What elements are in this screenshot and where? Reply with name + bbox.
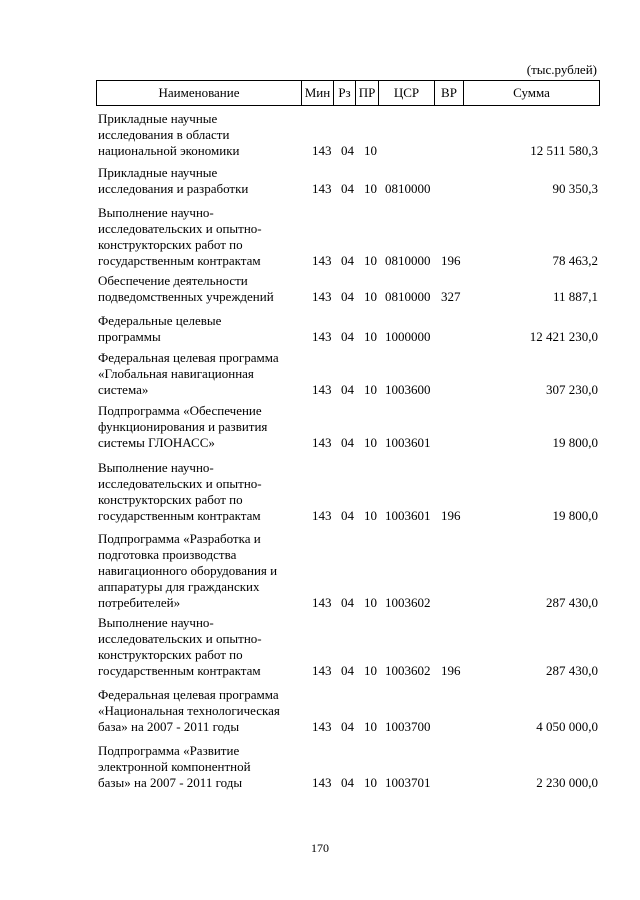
row-name bbox=[98, 687, 303, 735]
row-name-line: системы ГЛОНАСС» bbox=[98, 435, 215, 450]
row-sum: 4 050 000,0 bbox=[536, 719, 598, 734]
row-name-line: программы bbox=[98, 329, 161, 344]
header-rz: Рз bbox=[338, 85, 351, 100]
row-rz: 04 bbox=[341, 253, 354, 268]
row-name bbox=[98, 460, 303, 524]
row-name bbox=[98, 743, 303, 791]
row-csr: 1003701 bbox=[385, 775, 431, 790]
row-csr: 1003602 bbox=[385, 595, 431, 610]
row-name-line: «Национальная технологическая bbox=[98, 703, 280, 718]
table-row bbox=[0, 743, 640, 791]
units-label: (тыс.рублей) bbox=[526, 62, 597, 77]
row-min: 143 bbox=[312, 181, 332, 196]
row-vr: 196 bbox=[441, 253, 461, 268]
row-name bbox=[98, 350, 303, 398]
row-vr: 327 bbox=[441, 289, 461, 304]
row-name-line: потребителей» bbox=[98, 595, 181, 610]
header-pr: ПР bbox=[358, 85, 376, 100]
row-sum: 19 800,0 bbox=[552, 508, 598, 523]
row-min: 143 bbox=[312, 595, 332, 610]
row-name-line: подготовка производства bbox=[98, 547, 237, 562]
row-rz: 04 bbox=[341, 719, 354, 734]
row-min: 143 bbox=[312, 253, 332, 268]
row-name-line: исследовательских и опытно- bbox=[98, 631, 262, 646]
row-name-line: Обеспечение деятельности bbox=[98, 273, 248, 288]
row-sum: 12 511 580,3 bbox=[530, 143, 598, 158]
table-row bbox=[0, 350, 640, 398]
row-name-line: исследовательских и опытно- bbox=[98, 476, 262, 491]
row-name-line: конструкторских работ по bbox=[98, 237, 243, 252]
table-row bbox=[0, 165, 640, 197]
row-name bbox=[98, 403, 303, 451]
header-name: Наименование bbox=[158, 85, 240, 100]
row-rz: 04 bbox=[341, 435, 354, 450]
row-name-line: Федеральная целевая программа bbox=[98, 687, 279, 702]
header-csr: ЦСР bbox=[393, 85, 420, 100]
row-name bbox=[98, 313, 303, 345]
row-csr: 1003601 bbox=[385, 435, 431, 450]
row-name-line: Подпрограмма «Развитие bbox=[98, 743, 240, 758]
row-name-line: исследовательских и опытно- bbox=[98, 221, 262, 236]
row-pr: 10 bbox=[364, 143, 377, 158]
row-min: 143 bbox=[312, 143, 332, 158]
row-name-line: базы» на 2007 - 2011 годы bbox=[98, 775, 243, 790]
row-name-line: Подпрограмма «Обеспечение bbox=[98, 403, 262, 418]
row-sum: 2 230 000,0 bbox=[536, 775, 598, 790]
row-name-line: электронной компонентной bbox=[98, 759, 251, 774]
row-sum: 11 887,1 bbox=[552, 289, 598, 304]
row-csr: 0810000 bbox=[385, 253, 431, 268]
table-row bbox=[0, 403, 640, 451]
table-row bbox=[0, 205, 640, 269]
row-pr: 10 bbox=[364, 595, 377, 610]
row-csr: 1003600 bbox=[385, 382, 431, 397]
row-name-line: государственным контрактам bbox=[98, 663, 261, 678]
header-vr: ВР bbox=[441, 85, 457, 100]
row-name-line: конструкторских работ по bbox=[98, 647, 243, 662]
row-min: 143 bbox=[312, 508, 332, 523]
row-min: 143 bbox=[312, 382, 332, 397]
row-csr: 0810000 bbox=[385, 181, 431, 196]
row-csr: 1003700 bbox=[385, 719, 431, 734]
table-row bbox=[0, 460, 640, 524]
row-name-line: Выполнение научно- bbox=[98, 615, 214, 630]
row-name bbox=[98, 273, 303, 305]
row-csr: 1000000 bbox=[385, 329, 431, 344]
row-rz: 04 bbox=[341, 289, 354, 304]
row-csr: 0810000 bbox=[385, 289, 431, 304]
row-rz: 04 bbox=[341, 329, 354, 344]
table-row bbox=[0, 531, 640, 611]
row-pr: 10 bbox=[364, 329, 377, 344]
row-pr: 10 bbox=[364, 181, 377, 196]
row-sum: 287 430,0 bbox=[546, 595, 598, 610]
page-number: 170 bbox=[311, 841, 329, 855]
row-rz: 04 bbox=[341, 382, 354, 397]
row-name-line: Подпрограмма «Разработка и bbox=[98, 531, 261, 546]
row-name-line: государственным контрактам bbox=[98, 508, 261, 523]
row-name-line: национальной экономики bbox=[98, 143, 240, 158]
row-rz: 04 bbox=[341, 181, 354, 196]
row-pr: 10 bbox=[364, 663, 377, 678]
row-name-line: навигационного оборудования и bbox=[98, 563, 278, 578]
row-name bbox=[98, 531, 303, 611]
row-sum: 12 421 230,0 bbox=[529, 329, 598, 344]
row-name-line: Федеральные целевые bbox=[98, 313, 222, 328]
row-rz: 04 bbox=[341, 143, 354, 158]
row-csr: 1003602 bbox=[385, 663, 431, 678]
header-min: Мин bbox=[304, 85, 331, 100]
row-min: 143 bbox=[312, 289, 332, 304]
row-min: 143 bbox=[312, 329, 332, 344]
table-row bbox=[0, 273, 640, 305]
table-row bbox=[0, 687, 640, 735]
row-name-line: база» на 2007 - 2011 годы bbox=[98, 719, 240, 734]
row-name-line: Федеральная целевая программа bbox=[98, 350, 279, 365]
row-sum: 19 800,0 bbox=[552, 435, 598, 450]
row-pr: 10 bbox=[364, 382, 377, 397]
row-min: 143 bbox=[312, 435, 332, 450]
table-header bbox=[96, 80, 600, 106]
row-name bbox=[98, 111, 303, 159]
row-pr: 10 bbox=[364, 289, 377, 304]
row-rz: 04 bbox=[341, 595, 354, 610]
row-min: 143 bbox=[312, 775, 332, 790]
header-sum: Сумма bbox=[513, 85, 550, 100]
row-vr: 196 bbox=[441, 663, 461, 678]
row-pr: 10 bbox=[364, 508, 377, 523]
row-min: 143 bbox=[312, 719, 332, 734]
row-pr: 10 bbox=[364, 719, 377, 734]
row-pr: 10 bbox=[364, 253, 377, 268]
table-row bbox=[0, 615, 640, 679]
row-sum: 287 430,0 bbox=[546, 663, 598, 678]
row-sum: 307 230,0 bbox=[546, 382, 598, 397]
row-name-line: подведомственных учреждений bbox=[98, 289, 274, 304]
row-name-line: Выполнение научно- bbox=[98, 460, 214, 475]
table-row bbox=[0, 313, 640, 345]
row-rz: 04 bbox=[341, 775, 354, 790]
row-pr: 10 bbox=[364, 775, 377, 790]
row-name-line: Выполнение научно- bbox=[98, 205, 214, 220]
row-name-line: Прикладные научные bbox=[98, 111, 218, 126]
row-name-line: аппаратуры для гражданских bbox=[98, 579, 260, 594]
row-rz: 04 bbox=[341, 663, 354, 678]
row-min: 143 bbox=[312, 663, 332, 678]
row-name-line: государственным контрактам bbox=[98, 253, 261, 268]
row-csr: 1003601 bbox=[385, 508, 431, 523]
row-name bbox=[98, 205, 303, 269]
row-name-line: исследования в области bbox=[98, 127, 230, 142]
row-name-line: Прикладные научные bbox=[98, 165, 218, 180]
row-name-line: «Глобальная навигационная bbox=[98, 366, 254, 381]
table-row bbox=[0, 111, 640, 159]
row-name bbox=[98, 165, 303, 197]
row-name-line: функционирования и развития bbox=[98, 419, 268, 434]
row-name-line: конструкторских работ по bbox=[98, 492, 243, 507]
row-name bbox=[98, 615, 303, 679]
row-name-line: исследования и разработки bbox=[98, 181, 249, 196]
row-pr: 10 bbox=[364, 435, 377, 450]
row-rz: 04 bbox=[341, 508, 354, 523]
row-sum: 90 350,3 bbox=[552, 181, 598, 196]
row-name-line: система» bbox=[98, 382, 149, 397]
row-vr: 196 bbox=[441, 508, 461, 523]
row-sum: 78 463,2 bbox=[552, 253, 598, 268]
